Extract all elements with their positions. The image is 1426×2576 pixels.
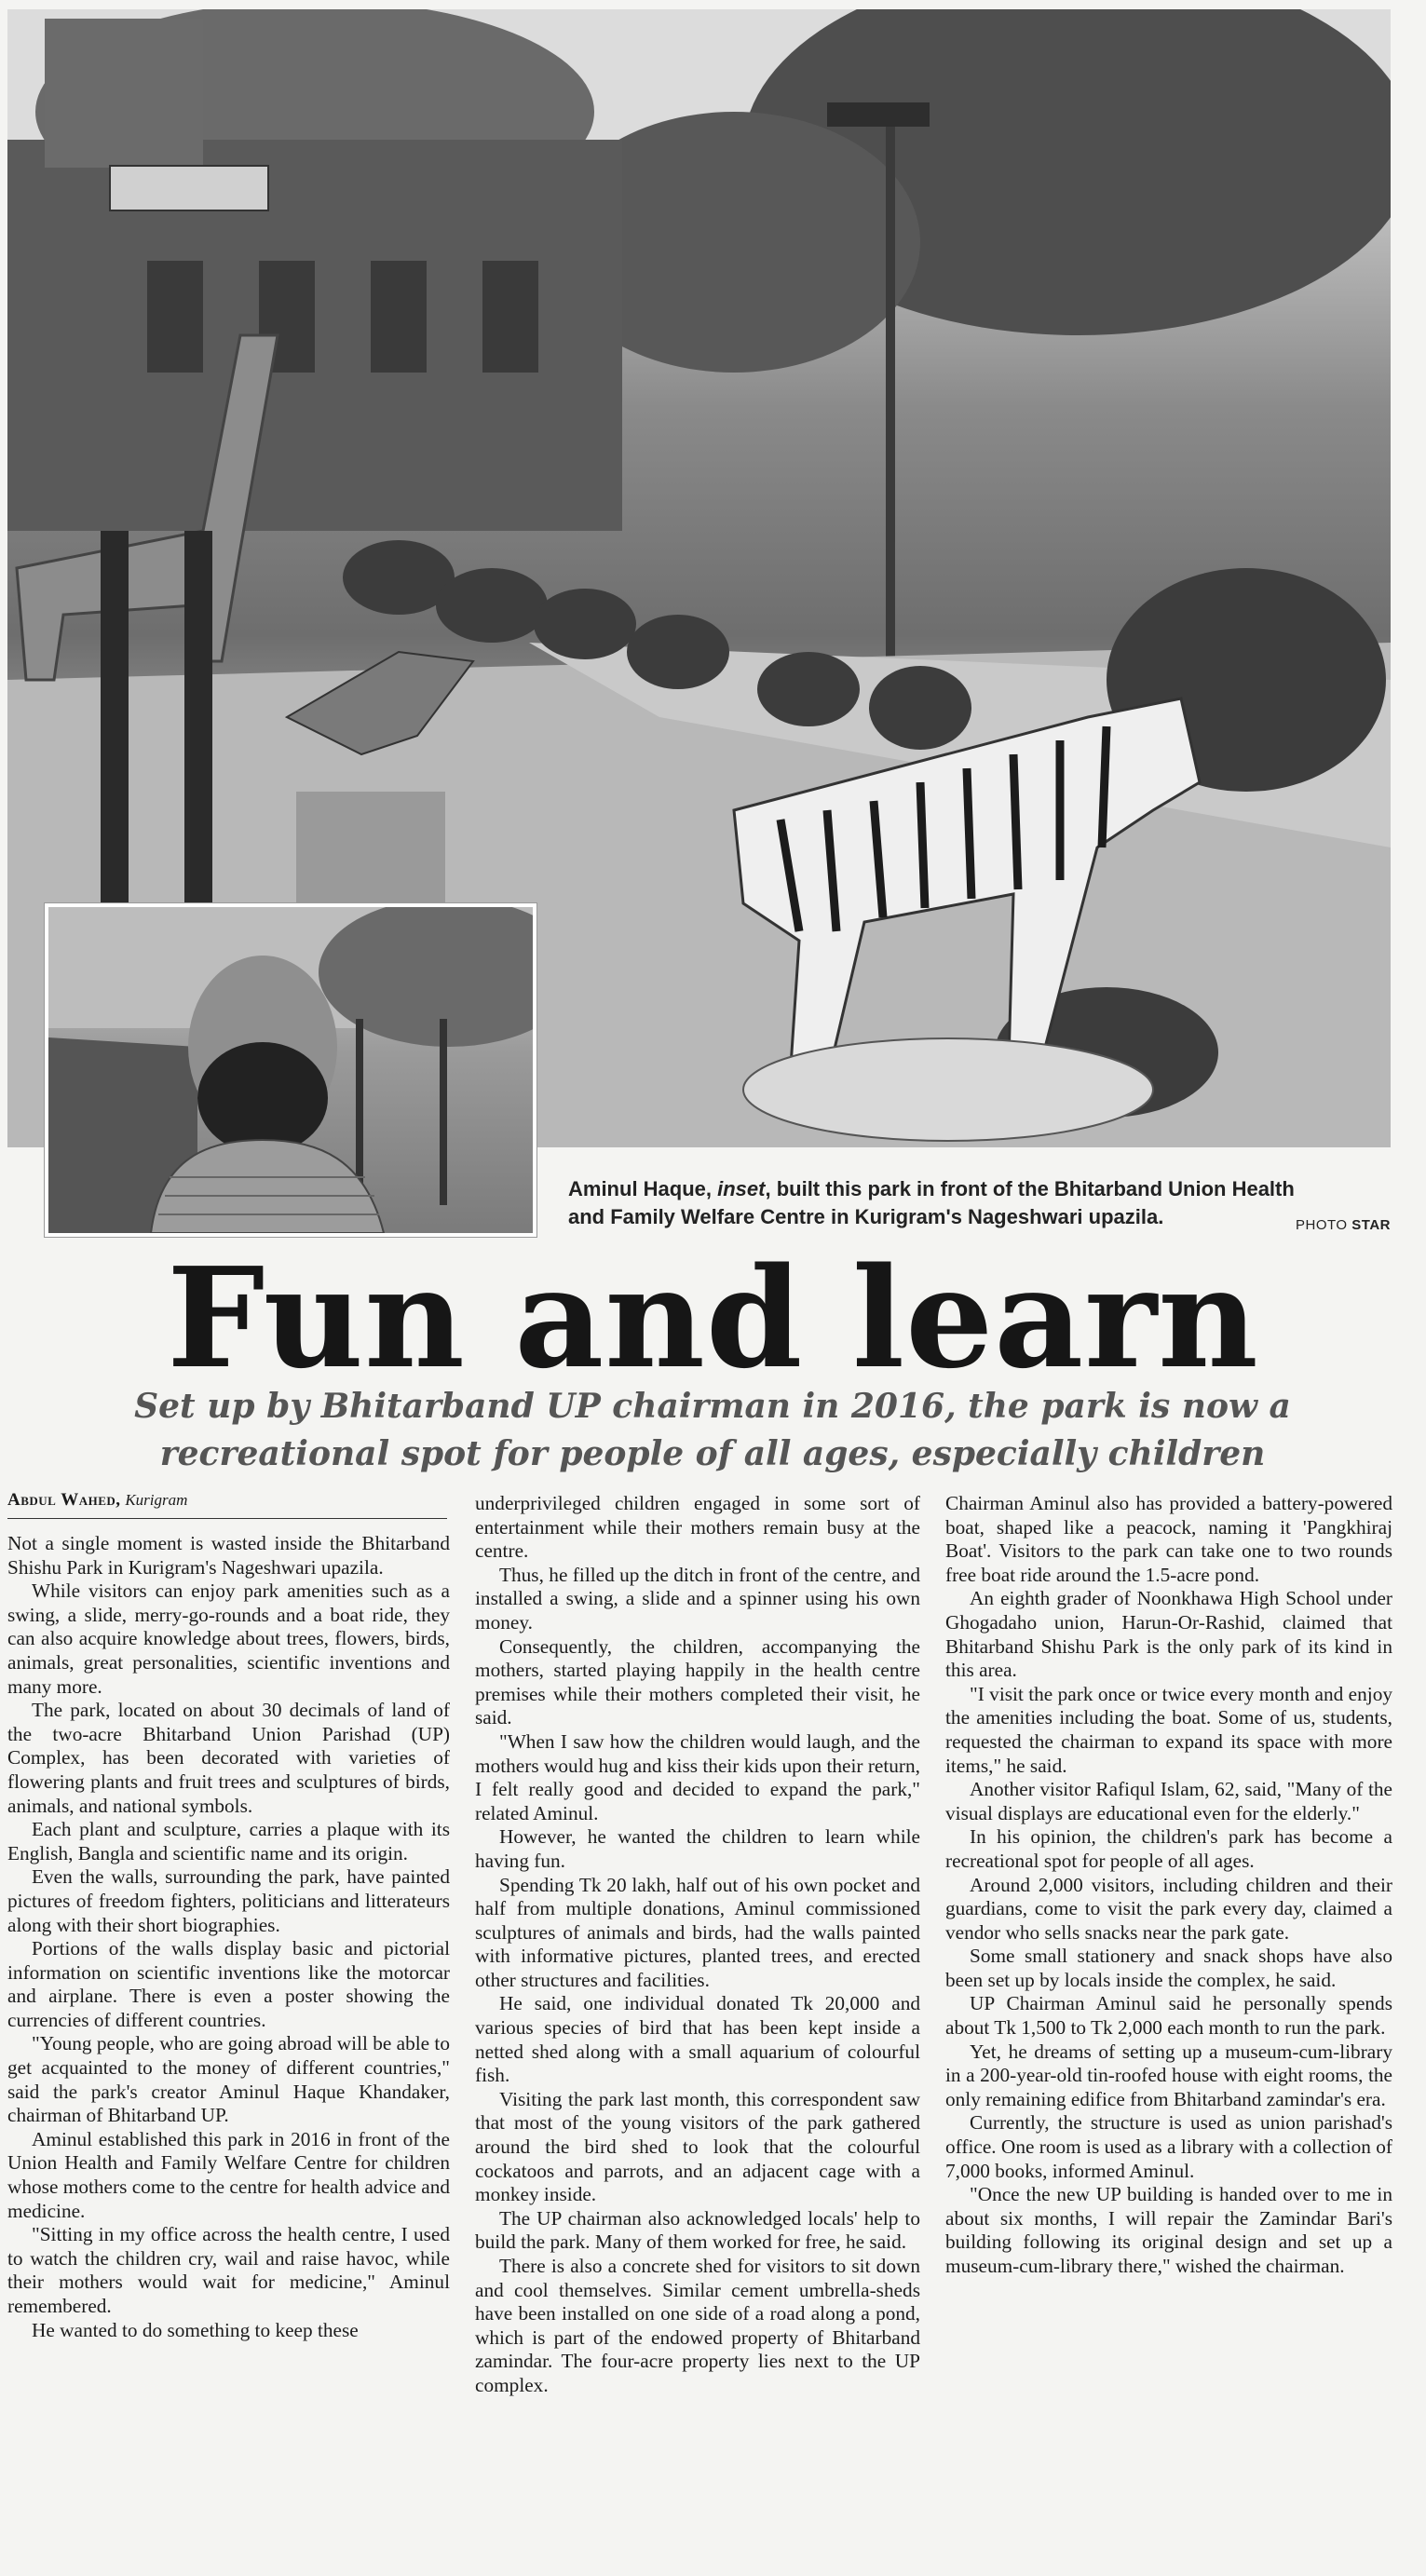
byline-place: Kurigram — [125, 1491, 188, 1509]
paragraph: Portions of the walls display basic and pictorial information on scientific inventions like the motorcar and airplane. There is even a poster showing the currencies of different countries. — [7, 1937, 450, 2031]
paragraph: "Once the new UP building is handed over to me in about six months, I will repair the Zamindar Bari's building following its original design and set up a museum-cum-library there," wished the chairman. — [945, 2183, 1392, 2277]
article-column-3 — [945, 1492, 1392, 2279]
paragraph: "When I saw how the children would laugh, and the mothers would hug and kiss their kids upon their return, I felt really good and decided to expand the park," related Aminul. — [475, 1729, 920, 1824]
headline: Fun and learn — [167, 1237, 1259, 1399]
deck-subheadline: Set up by Bhitarband UP chairman in 2016, the park is now a recreational spot for people of all ages, especially children — [134, 1387, 1291, 1473]
photo-caption — [568, 1175, 1313, 1231]
photo-credit — [1296, 1217, 1391, 1233]
credit-name: STAR — [1351, 1217, 1391, 1233]
paragraph: Some small stationery and snack shops have also been set up by locals inside the complex, he said. — [945, 1945, 1392, 1991]
paragraph: underprivileged children engaged in some sort of entertainment while their mothers remain busy at the centre. — [475, 1492, 920, 1563]
paragraph: Chairman Aminul also has provided a battery-powered boat, shaped like a peacock, naming it 'Pangkhiraj Boat'. Visitors to the park can take one to two rounds free boat ride around the 1.5-acre pond. — [945, 1492, 1392, 1586]
paragraph: Thus, he filled up the ditch in front of the centre, and installed a swing, a slide and a spinner using his own money. — [475, 1563, 920, 1634]
portrait-illustration — [48, 907, 533, 1233]
paragraph: Spending Tk 20 lakh, half out of his own pocket and half from multiple donations, Aminul commissioned sculptures of animals and birds, had the walls painted with informative pictures, planted trees, and erected other structures and facilities. — [475, 1873, 920, 1991]
paragraph: An eighth grader of Noonkhawa High School under Ghogadaho union, Harun-Or-Rashid, claimed that Bhitarband Shishu Park is the only park of its kind in this area. — [945, 1587, 1392, 1682]
paragraph: The UP chairman also acknowledged locals' help to build the park. Many of them worked for free, he said. — [475, 2206, 920, 2254]
paragraph: UP Chairman Aminul said he personally spends about Tk 1,500 to Tk 2,000 each month to run the park. — [945, 1992, 1392, 2040]
article-column-2 — [475, 1492, 920, 2398]
paragraph: Yet, he dreams of setting up a museum-cum-library in a 200-year-old tin-roofed house with eight rooms, the only remaining edifice from Bhitarband zamindar's era. — [945, 2040, 1392, 2110]
paragraph: Visiting the park last month, this correspondent saw that most of the young visitors of the park gathered around the bird shed to look that the colourful cockatoos and parrots, and an adjacent cage with a monkey inside. — [475, 2087, 920, 2206]
paragraph: Currently, the structure is used as union parishad's office. One room is used as a library with a collection of 7,000 books, informed Aminul. — [945, 2111, 1392, 2182]
paragraph: "Young people, who are going abroad will be able to get acquainted to the money of different countries," said the park's creator Aminul Haque Khandaker, chairman of Bhitarband UP. — [7, 2032, 450, 2127]
byline-author: Abdul Wahed, — [7, 1490, 121, 1510]
inset-photo — [45, 903, 536, 1237]
paragraph: Not a single moment is wasted inside the Bhitarband Shishu Park in Kurigram's Nageshwari upazila. — [7, 1532, 450, 1579]
paragraph: Another visitor Rafiqul Islam, 62, said, "Many of the visual displays are educational even for the elderly." — [945, 1778, 1392, 1824]
caption-name: Aminul Haque, — [568, 1177, 718, 1200]
paragraph: In his opinion, the children's park has become a recreational spot for people of all ages. — [945, 1825, 1392, 1872]
paragraph: Around 2,000 visitors, including children and their guardians, come to visit the park every day, claimed a vendor who sells snacks near the park gate. — [945, 1873, 1392, 1944]
paragraph: The park, located on about 30 decimals of land of the two-acre Bhitarband Union Parishad (UP) Complex, has been decorated with varieties of flowering plants and fruit trees and sculptures of birds, animals, and national symbols. — [7, 1699, 450, 1817]
paragraph: Even the walls, surrounding the park, have painted pictures of freedom fighters, politicians and litterateurs along with their short biographies. — [7, 1865, 450, 1936]
byline — [7, 1488, 447, 1519]
paragraph: There is also a concrete shed for visitors to sit down and cool themselves. Similar cement umbrella-sheds have been installed on one side of a road along a pond, which is part of the endowed property of Bhitarband zamindar. The four-acre property lies next to the UP complex. — [475, 2255, 920, 2396]
paragraph: Aminul established this park in 2016 in front of the Union Health and Family Welfare Centre for children whose mothers come to the centre for health advice and medicine. — [7, 2127, 450, 2222]
caption-inset: inset — [717, 1177, 766, 1200]
paragraph: He wanted to do something to keep these — [32, 2318, 359, 2341]
paragraph: "Sitting in my office across the health centre, I used to watch the children cry, wail and raise havoc, while their mothers would wait for medicine," Aminul remembered. — [7, 2223, 450, 2317]
paragraph: "I visit the park once or twice every month and enjoy the amenities including the boat. Some of us, students, requested the chairman to expand its space with more items," he said. — [945, 1682, 1392, 1777]
paragraph: While visitors can enjoy park amenities such as a swing, a slide, merry-go-rounds and a boat ride, they can also acquire knowledge about trees, flowers, birds, animals, great personalities, scientific inventions and many more. — [7, 1579, 450, 1698]
credit-prefix: PHOTO — [1296, 1217, 1352, 1233]
article-column-1 — [7, 1532, 450, 2342]
paragraph: Consequently, the children, accompanying the mothers, started playing happily in the health centre premises while their mothers completed their visit, he said. — [475, 1634, 920, 1729]
paragraph: However, he wanted the children to learn while having fun. — [475, 1825, 920, 1872]
paragraph: He said, one individual donated Tk 20,000 and various species of bird that has been kept inside a netted shed along with a small aquarium of colourful fish. — [475, 1992, 920, 2087]
paragraph: Each plant and sculpture, carries a plaque with its English, Bangla and scientific name and its origin. — [7, 1818, 450, 1864]
caption-text: , built this park in front of the Bhitarband Union Health and Family Welfare Centre in Kurigram's Nageshwari upazila. — [568, 1177, 1295, 1228]
